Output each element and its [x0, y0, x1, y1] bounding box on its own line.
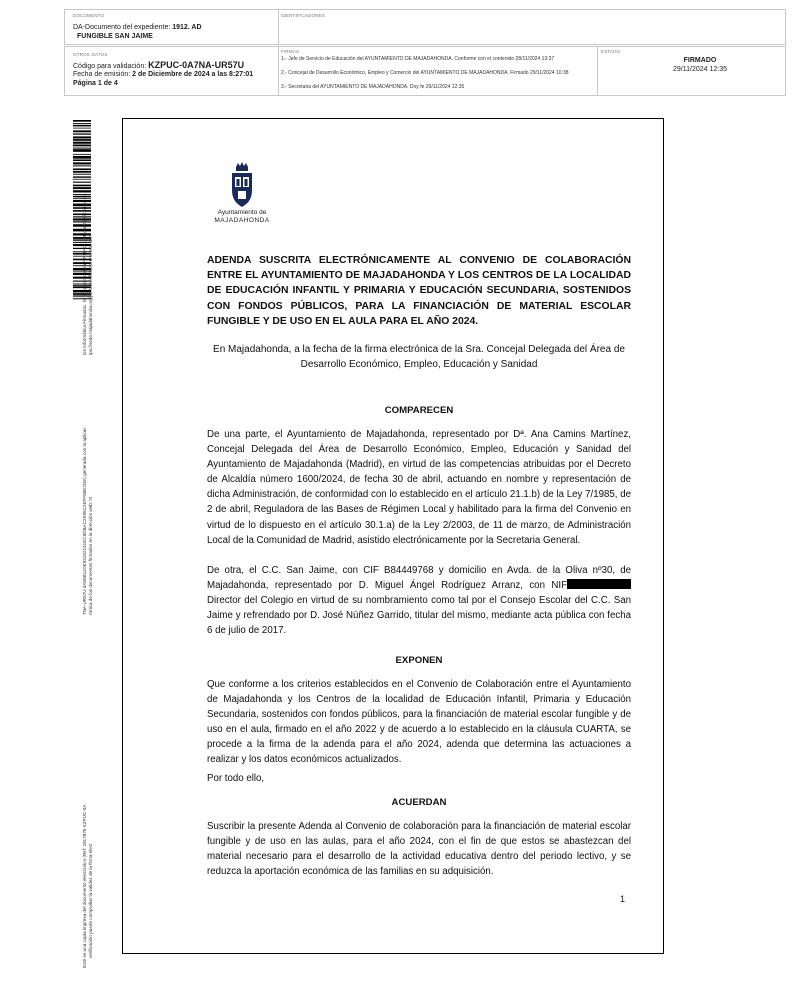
- page-number: 1: [620, 894, 626, 904]
- expediente-label: DA-Documento del expediente:: [73, 24, 173, 31]
- header-divider: [278, 47, 279, 95]
- expediente-subject: FUNGIBLE SAN JAIME: [77, 33, 153, 40]
- comparecen-heading: COMPARECEN: [384, 405, 454, 416]
- side-legal-text-5: ión informática Firmadoc. El documento está FIRMADO. Mediante el código de: [82, 194, 87, 355]
- exponen-heading: EXPONEN: [395, 655, 443, 666]
- comparecen-paragraph-1: De una parte, el Ayuntamiento de Majadahonda, representado por Dª. Ana Camins Martínez, Concejal Delegada del Área de Desarrollo Económico, Empleo, Educación y Sanidad del Ayuntamiento de Majadahonda (Madrid), en virtud de las competencias atribuidas por el Decreto de Alcaldía número 1600/2024, de fecha 30 de abril, actuando en nombre y representación de dicha Administración, de conformidad con lo establecido en el artículo 21.1.b) de la Ley 7/1985, de 2 de abril, Reguladora de las Bases de Régimen Local y habilitado para la firma del Convenio en virtud de lo dispuesto en el artículo 30.1.a) de la Ley 2/2003, de 11 de marzo, de Administración Local de la Comunidad de Madrid, asistido electrónicamente por la Secretaria General.: [207, 429, 631, 546]
- validation-code-line: [73, 60, 244, 70]
- exponen-paragraph: Que conforme a los criterios establecidos en el Convenio de Colaboración entre el Ayuntamiento de Majadahonda y los Centros de la localidad de Educación Infantil, Primaria y Educación Secundaria, sostenidos con fondos públicos, para la financiación de material escolar fungible y de uso en el aula, firmado en el año 2022 y de acuerdo a lo establecido en la cláusula CUARTA, se procede a la firma de la adenda para el año 2024, adenda que determina las actuaciones a realizar y los datos económicos actualizados.: [207, 679, 631, 766]
- acuerdan-paragraph: Suscribir la presente Adenda al Convenio de colaboración para la financiación de material escolar fungible y de uso en las aulas, para el año 2024, con el fin de que estos se abastezcan del material necesario para el desarrollo de la actividad educativa dentro del periodo lectivo, y se reduzca la aportación económica de las familias en su adquisición.: [207, 821, 631, 878]
- comparecen-paragraph-2: [207, 563, 631, 638]
- header-divider: [278, 10, 279, 44]
- page-count: Página 1 de 4: [73, 80, 118, 87]
- emission-date-value: 2 de Diciembre de 2024 a las 8:27:01: [132, 71, 254, 78]
- comparecen-paragraph-2-start: De otra, el C.C. San Jaime, con CIF B84449768 y domicilio en Avda. de la Oliva nº30, de Majadahonda, representado por D. Miguel Ángel Rodríguez Arranz, con NIF: [207, 565, 631, 592]
- intro-paragraph: En Majadahonda, a la fecha de la firma electrónica de la Sra. Concejal Delegada del Área de Desarrollo Económico, Empleo, Educación y Sanidad: [213, 344, 625, 370]
- identificadores-caption: IDENTIFICADORES: [281, 13, 326, 18]
- header-signature-box: [64, 46, 786, 96]
- status-date: 29/11/2024 12:35: [673, 66, 727, 73]
- acuerdan-heading: ACUERDAN: [391, 797, 447, 808]
- signature-1: 1.- Jefe de Servicio de Educación del AYUNTAMIENTO DE MAJADAHONDA. Conforme con el contenido 28/11/2024 13:37: [281, 56, 555, 62]
- expediente-line: [73, 24, 202, 31]
- side-legal-text-1: Este es una copia impresa del documento electrónico (Ref: 2817876 KZPUC-0A: [82, 804, 87, 968]
- otros-datos-caption: OTROS DATOS: [73, 52, 108, 57]
- redacted-block: [567, 579, 631, 589]
- emission-date-label: Fecha de emisión:: [73, 71, 133, 78]
- logo-text-line1: Ayuntamiento de: [217, 209, 267, 216]
- validation-code-value[interactable]: KZPUC-0A7NA-UR57U: [148, 60, 245, 70]
- logo-text-line2: MAJADAHONDA: [214, 217, 270, 224]
- side-legal-text-4: rónica de los documentos firmados en la dirección web: ht: [88, 496, 93, 615]
- side-legal-text-2: verificación puede comprobar la validez de la firma elect: [88, 843, 93, 958]
- document-title: ADENDA SUSCRITA ELECTRÓNICAMENTE AL CONVENIO DE COLABORACIÓN ENTRE EL AYUNTAMIENTO DE MAJADAHONDA Y LOS CENTROS DE LA LOCALIDAD DE EDUCACIÓN INFANTIL Y PRIMARIA Y EDUCACIÓN SECUNDARIA, SOSTENIDOS CON FONDOS PÚBLICOS, PARA LA FINANCIACIÓN DE MATERIAL ESCOLAR FUNGIBLE Y DE USO EN EL AULA PARA EL AÑO 2024.: [207, 255, 631, 327]
- expediente-value: 1912. AD: [172, 24, 202, 31]
- status-badge: FIRMADO: [683, 57, 717, 64]
- city-crest-icon: [220, 160, 264, 216]
- firmas-caption: FIRMAS: [281, 49, 300, 54]
- signature-2: 2.- Concejal de Desarrollo Económico, Empleo y Comercio del AYUNTAMIENTO DE MAJADAHONDA. Firmado 29/11/2024 10:38: [281, 70, 569, 76]
- comparecen-paragraph-2-end: Director del Colegio en virtud de su nombramiento como tal por el Consejo Escolar del C.C. San Jaime y refrendado por D. José Núñez Garrido, titular del mismo, mediante acta pública con fecha 6 de julio de 2017.: [207, 595, 631, 637]
- side-legal-text-3: 7NA-UR57U 4A80B11DE93182241EC8DBAC2E95C2EFF86E2DE) generada con la aplicac: [82, 427, 87, 615]
- side-legal-text-6: tps://sede.majadahonda.org/portal/verificaDocumentos.do?: [88, 234, 93, 355]
- documento-caption: DOCUMENTO: [73, 13, 105, 18]
- header-divider: [597, 47, 598, 95]
- header-document-box: [64, 9, 786, 45]
- por-todo-ello: Por todo ello,: [207, 773, 265, 784]
- estado-caption: ESTADO: [601, 49, 621, 54]
- emission-date-line: [73, 71, 253, 78]
- signature-3: 3.- Secretaria del AYUNTAMIENTO DE MAJADAHONDA. Doy fe 29/11/2024 12:35: [281, 84, 465, 90]
- validation-code-label: Código para validación:: [73, 63, 149, 70]
